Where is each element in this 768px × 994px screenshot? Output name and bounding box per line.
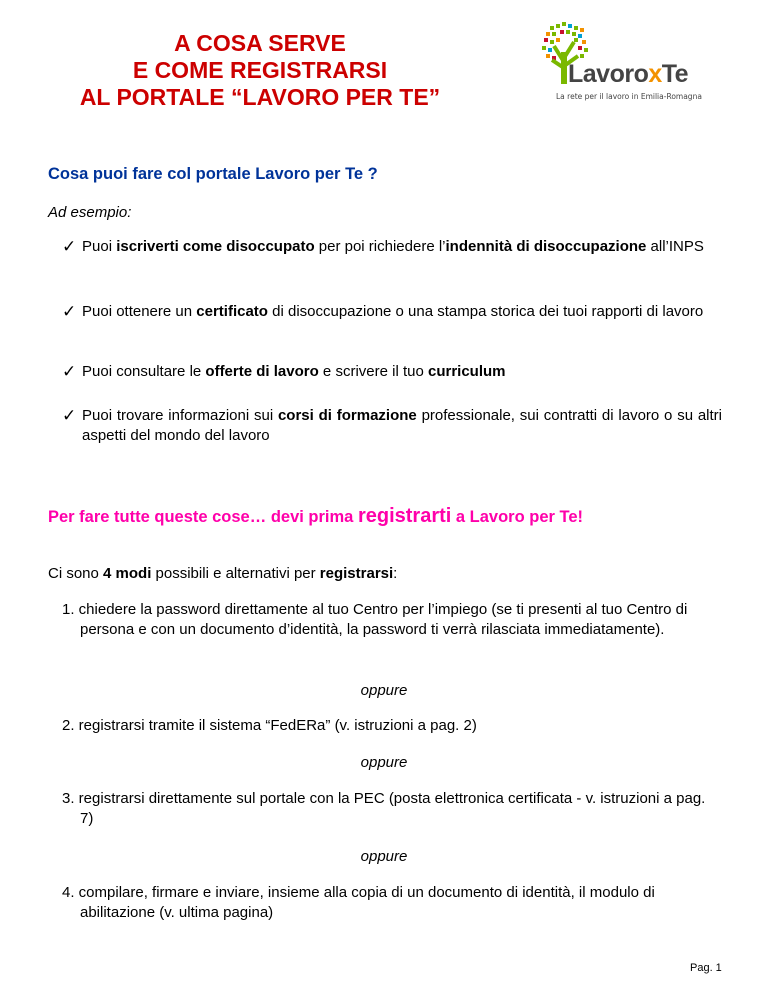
check-icon: ✓ xyxy=(62,406,77,425)
oppure-separator: oppure xyxy=(360,754,408,771)
page-number: Pag. 1 xyxy=(690,962,722,974)
title-line-3: AL PORTALE “LAVORO PER TE” xyxy=(79,84,441,110)
logo-word-x: x xyxy=(648,60,662,88)
intro-text: Ad esempio: xyxy=(48,204,132,221)
title-line-1: A COSA SERVE xyxy=(174,30,346,56)
logo-wordmark xyxy=(568,60,688,89)
registration-callout: Per fare tutte queste cose… devi prima registrarti a Lavoro per Te! xyxy=(48,505,584,527)
option-item-1: 1. chiedere la password direttamente al tuo Centro per l’impiego (se ti presenti al tuo Centro di persona e con un documento d’identità, la password ti verrà rilasciata immediatamente). xyxy=(62,601,688,638)
logo-word-lavoro: Lavoro xyxy=(568,60,649,88)
section-heading: Cosa puoi fare col portale Lavoro per Te ? xyxy=(48,165,378,183)
list-item: ✓ Puoi ottenere un certificato di disoccupazione o una stampa storica dei tuoi rapporti di lavoro xyxy=(62,302,704,321)
registration-intro: Ci sono 4 modi possibili e alternativi per registrarsi: xyxy=(48,565,398,582)
logo-tagline: La rete per il lavoro in Emilia-Romagna xyxy=(556,92,702,101)
option-item-2: 2. registrarsi tramite il sistema “FedERa” (v. istruzioni a pag. 2) xyxy=(62,717,477,734)
oppure-separator: oppure xyxy=(360,682,408,699)
option-item-3: 3. registrarsi direttamente sul portale con la PEC (posta elettronica certificata - v. istruzioni a pag. 7) xyxy=(62,790,706,827)
list-item: ✓ Puoi trovare informazioni sui corsi di formazione professionale, sui contratti di lavoro o su altri aspetti del mondo del lavoro xyxy=(62,406,723,444)
check-icon: ✓ xyxy=(62,362,77,381)
check-icon: ✓ xyxy=(62,302,77,321)
check-icon: ✓ xyxy=(62,237,77,256)
lavoro-per-te-logo xyxy=(540,22,730,102)
oppure-separator: oppure xyxy=(360,848,408,865)
option-item-4: 4. compilare, firmare e inviare, insieme alla copia di un documento di identità, il modulo di abilitazione (v. ultima pagina) xyxy=(62,884,655,921)
list-item: ✓ Puoi iscriverti come disoccupato per poi richiedere l’indennità di disoccupazione all’INPS xyxy=(62,237,704,256)
page-title xyxy=(50,30,470,111)
title-line-2: E COME REGISTRARSI xyxy=(132,57,388,83)
logo-word-te: Te xyxy=(661,60,689,88)
list-item: ✓ Puoi consultare le offerte di lavoro e scrivere il tuo curriculum xyxy=(62,362,506,381)
